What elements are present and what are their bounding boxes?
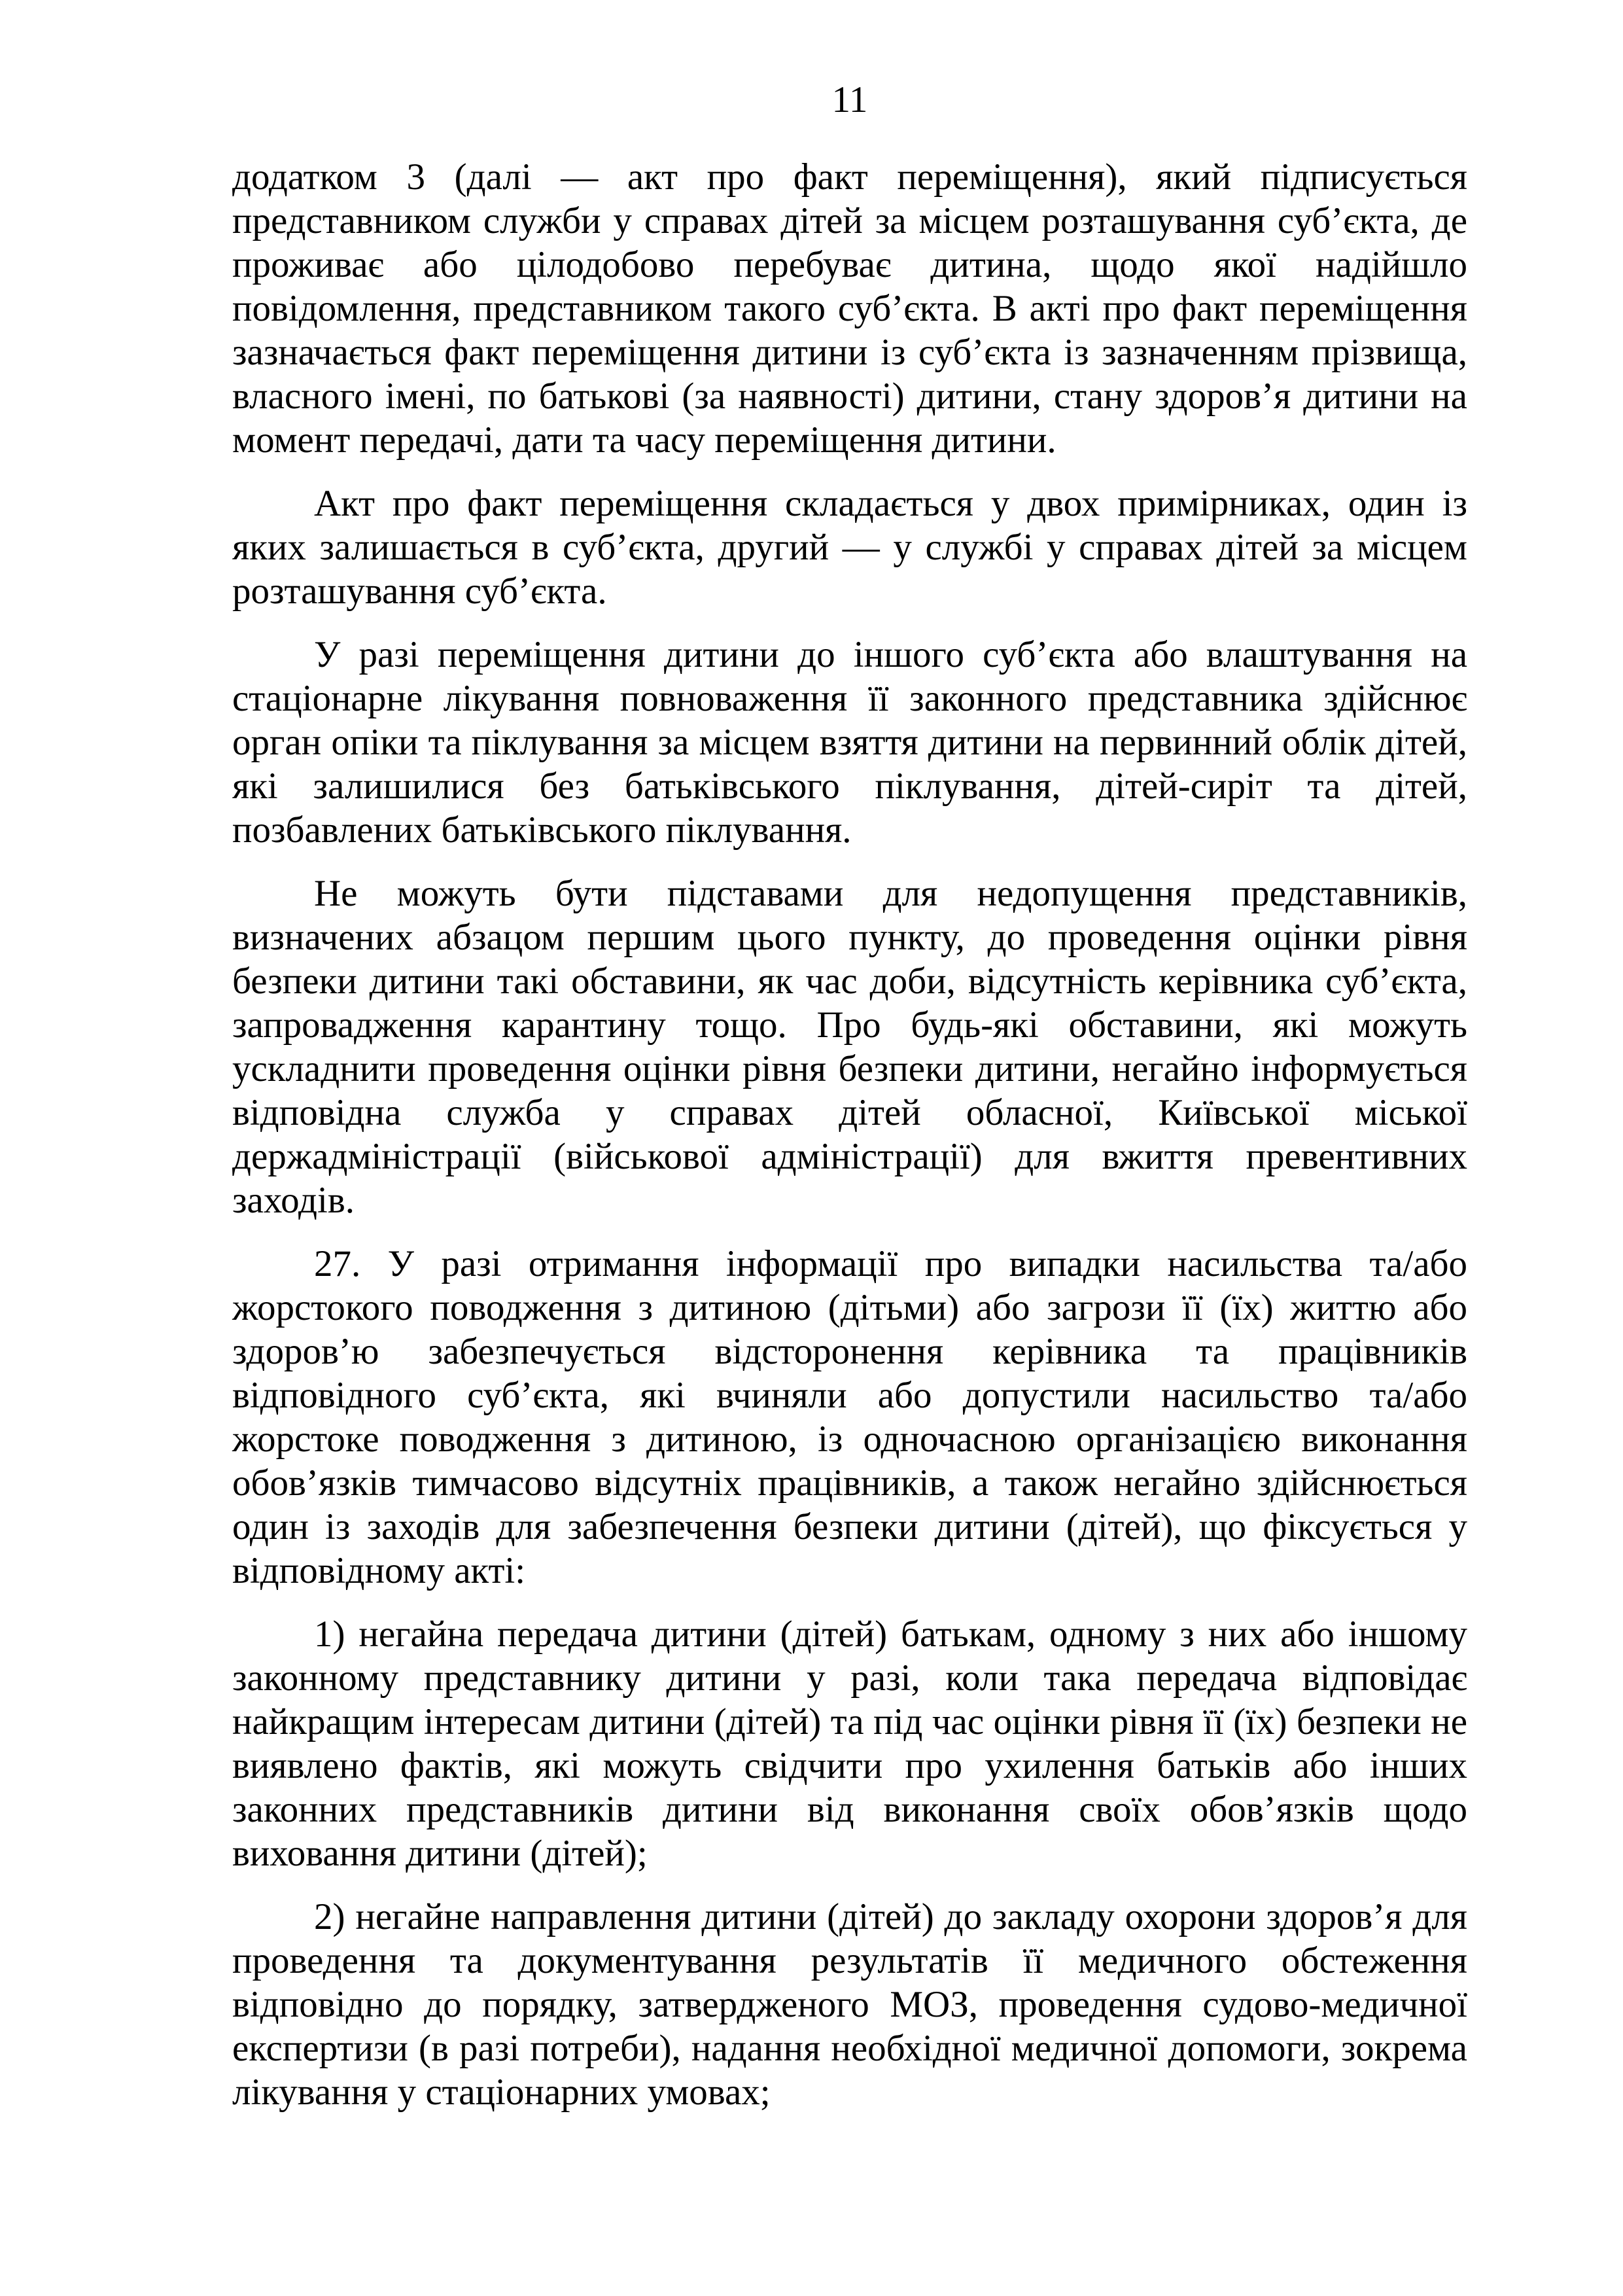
paragraph: 27. У разі отримання інформації про випадки насильства та/або жорстокого поводження з дитиною (дітьми) або загрози її (їх) життю або здоров’ю забезпечується відсторонення керівника та працівників відповідного суб’єкта, які вчиняли або допустили насильство та/або жорстоке поводження з дитиною, із одночасною організацією виконання обов’язків тимчасово відсутніх працівників, а також негайно здійснюється один із заходів для забезпечення безпеки дитини (дітей), що фіксується у відповідному акті: [232,1243,1467,1591]
paragraph: Не можуть бути підставами для недопущення представників, визначених абзацом першим цього пункту, до проведення оцінки рівня безпеки дитини такі обставини, як час доби, відсутність керівника суб’єкта, запровадження карантину тощо. Про будь-які обставини, які можуть ускладнити проведення оцінки рівня безпеки дитини, негайно інформується відповідна служба у справах дітей обласної, Київської міської держадміністрації (військової адміністрації) для вжиття превентивних заходів. [232,873,1467,1221]
paragraph: 2) негайне направлення дитини (дітей) до закладу охорони здоров’я для проведення та документування результатів її медичного обстеження відповідно до порядку, затвердженого МОЗ, проведення судово-медичної експертизи (в разі потреби), надання необхідної медичної допомоги, зокрема лікування у стаціонарних умовах; [232,1896,1467,2113]
document-body [232,155,1467,2134]
paragraph: У разі переміщення дитини до іншого суб’єкта або влаштування на стаціонарне лікування повноваження її законного представника здійснює орган опіки та піклування за місцем взяття дитини на первинний облік дітей, які залишилися без батьківського піклування, дітей-сиріт та дітей, позбавлених батьківського піклування. [232,634,1467,851]
paragraph: додатком 3 (далі — акт про факт переміщення), який підписується представником служби у справах дітей за місцем розташування суб’єкта, де проживає або цілодобово перебуває дитина, щодо якої надійшло повідомлення, представником такого суб’єкта. В акті про факт переміщення зазначається факт переміщення дитини із суб’єкта із зазначенням прізвища, власного імені, по батькові (за наявності) дитини, стану здоров’я дитини на момент передачі, дати та часу переміщення дитини. [232,156,1467,461]
page-number: 11 [831,79,868,120]
paragraph: Акт про факт переміщення складається у двох примірниках, один із яких залишається в суб’єкта, другий — у службі у справах дітей за місцем розташування суб’єкта. [232,483,1467,612]
paragraph: 1) негайна передача дитини (дітей) батькам, одному з них або іншому законному представнику дитини у разі, коли така передача відповідає найкращим інтересам дитини (дітей) та під час оцінки рівня її (їх) безпеки не виявлено фактів, які можуть свідчити про ухилення батьків або інших законних представників дитини від виконання своїх обов’язків щодо виховання дитини (дітей); [232,1614,1467,1874]
